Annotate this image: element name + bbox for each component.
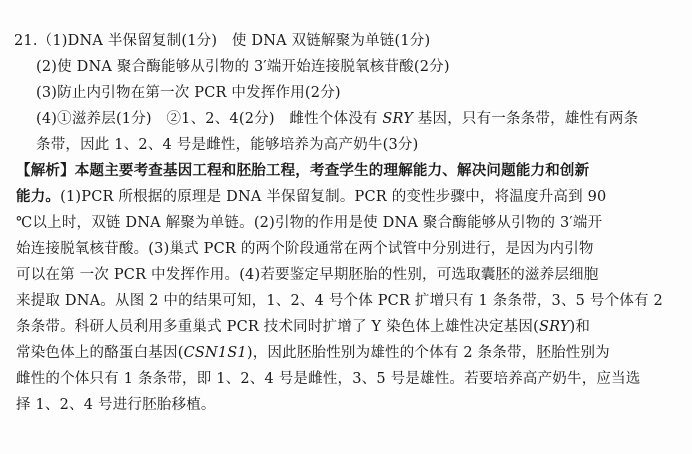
gene-sry: SRY xyxy=(382,111,413,127)
analysis-line-7 xyxy=(16,314,590,340)
analysis-line-7-end: )和 xyxy=(569,319,591,335)
analysis-line-8 xyxy=(16,340,610,366)
analysis-line-2 xyxy=(16,184,606,210)
analysis-line-2-bold: 能力。 xyxy=(16,188,61,205)
answer-line-2: (2)使 DNA 聚合酶能够从引物的 3′端开始连接脱氧核苷酸(2分) xyxy=(36,59,450,75)
gene-sry-analysis: SRY xyxy=(538,319,570,335)
answer-line-1: 21.（1)DNA 半保留复制(1分) 使 DNA 双链解聚为单链(1分) xyxy=(14,33,431,49)
answer-line-4-text-b: 基因，只有一条条带，雄性有两条 xyxy=(412,111,639,127)
analysis-line-8-text-b: )，因此胚胎性别为雄性的个体有 2 条条带，胚胎性别为 xyxy=(246,345,610,361)
analysis-heading: 【解析】本题主要考查基因工程和胚胎工程，考查学生的理解能力、解决问题能力和创新 xyxy=(16,162,590,179)
analysis-line-2-text: (1)PCR 所根据的原理是 DNA 半保留复制。PCR 的变性步骤中，将温度升高到 90 xyxy=(60,189,607,205)
analysis-line-6: 来提取 DNA。从图 2 中的结果可知，1、2、4 号个体 PCR 扩增只有 1 条条带，3、5 号个体有 2 xyxy=(16,293,663,309)
answer-line-3: (3)防止内引物在第一次 PCR 中发挥作用(2分) xyxy=(36,85,341,101)
answer-line-5: 条带，因此 1、2、4 号是雌性，能够培养为高产奶牛(3分) xyxy=(36,137,419,153)
analysis-line-4: 始连接脱氧核苷酸。(3)巢式 PCR 的两个阶段通常在两个试管中分别进行，是因为内引物 xyxy=(16,241,594,257)
gene-csn1s1: CSN1S1 xyxy=(183,345,247,361)
analysis-line-7-text: 条条带。科研人员利用多重巢式 PCR 技术同时扩增了 Y 染色体上雄性决定基因( xyxy=(16,319,539,335)
analysis-line-3: ℃以上时，双链 DNA 解聚为单链。(2)引物的作用是使 DNA 聚合酶能够从引物的 3′端开 xyxy=(16,215,603,231)
analysis-line-5: 可以在第 一次 PCR 中发挥作用。(4)若要鉴定早期胚胎的性别，可选取囊胚的滋养层细胞 xyxy=(16,267,599,283)
analysis-line-8-text-a: 常染色体上的酪蛋白基因( xyxy=(16,345,184,361)
analysis-line-9: 雌性的个体只有 1 条条带，即 1、2、4 号是雌性，3、5 号是雄性。若要培养高产奶牛，应当选 xyxy=(16,371,641,387)
answer-line-4 xyxy=(36,106,638,132)
answer-line-4-text-a: (4)①滋养层(1分) ②1、2、4(2分) 雌性个体没有 xyxy=(36,111,383,127)
analysis-line-10: 择 1、2、4 号进行胚胎移植。 xyxy=(16,397,216,413)
